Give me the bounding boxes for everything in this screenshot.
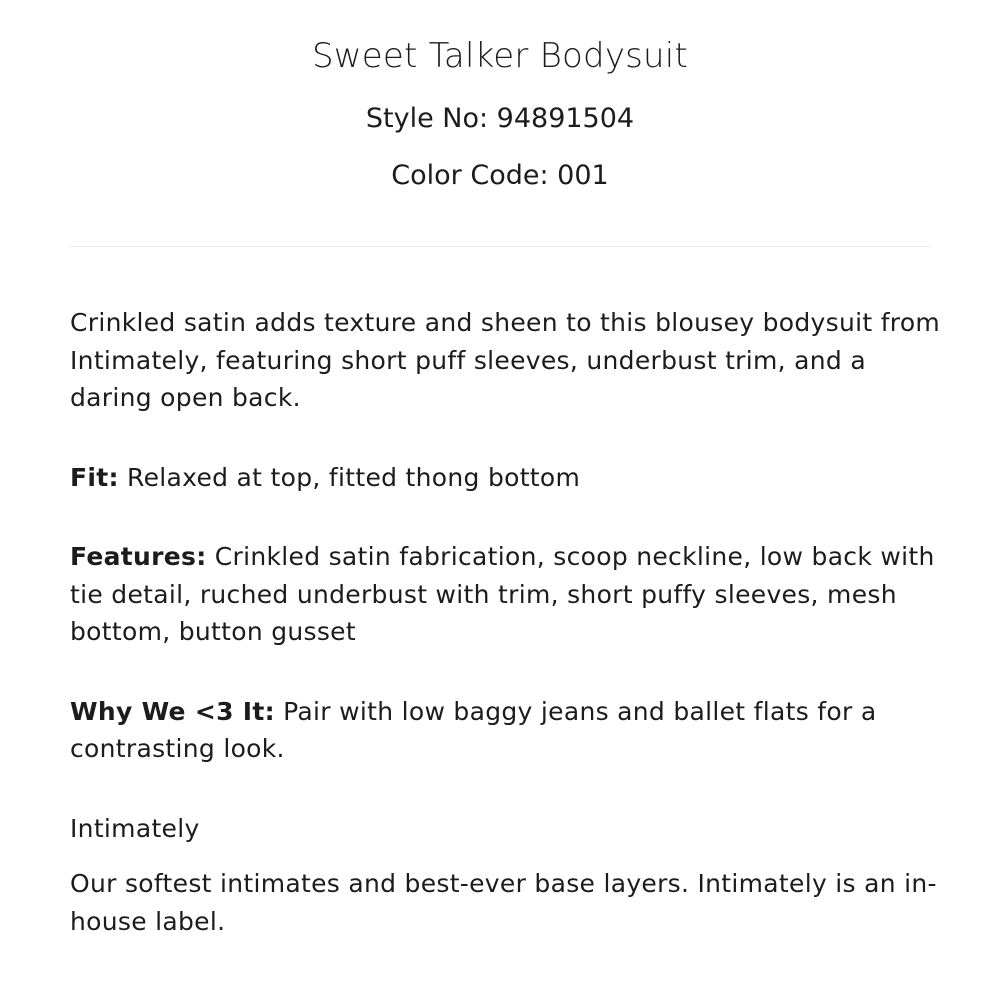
style-number: Style No: 94891504	[365, 103, 635, 134]
features-label: Features:	[70, 542, 207, 571]
fit-label: Fit:	[70, 462, 119, 492]
color-code: Color Code: 001	[391, 160, 609, 191]
fit-detail	[70, 459, 950, 497]
brand-description: Our softest intimates and best-ever base layers. Intimately is an in-house label.	[70, 869, 937, 936]
why-label: Why We <3 It:	[70, 696, 275, 726]
why-we-love-it	[70, 693, 950, 768]
fit-text: Relaxed at top, fitted thong bottom	[118, 462, 581, 492]
features-text: Crinkled satin fabrication, scoop neckline, low back with tie detail, ruched underbust with trim, short puffy sleeves, mesh bottom, button gusset	[70, 542, 935, 646]
divider	[70, 246, 930, 247]
why-text: Pair with low baggy jeans and ballet flats for a contrasting look.	[70, 696, 877, 763]
product-description: Crinkled satin adds texture and sheen to this blousey bodysuit from Intimately, featuring short puff sleeves, underbust trim, and a daring open back.	[70, 308, 941, 412]
brand-name: Intimately	[70, 813, 200, 843]
product-title: Sweet Talker Bodysuit	[312, 36, 688, 76]
features-detail	[70, 538, 950, 651]
product-details	[70, 304, 950, 982]
